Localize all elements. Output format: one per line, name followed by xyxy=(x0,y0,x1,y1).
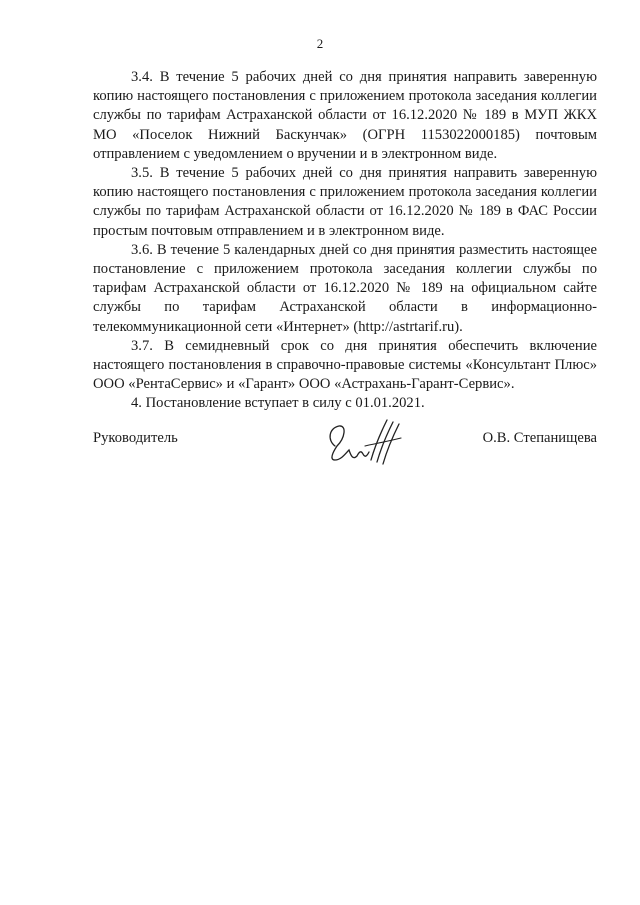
paragraph-4: 4. Постановление вступает в силу с 01.01.2021. xyxy=(131,395,425,412)
handwritten-signature xyxy=(321,416,411,472)
paragraph-3-4: 3.4. В течение 5 рабочих дней со дня принятия направить заверенную копию настоящего постановления с приложением протокола заседания коллегии службы по тарифам Астраханской области от 16.12.2020 № 189 в МУП ЖКХ МО «Поселок Нижний Баскунчак» (ОГРН 1153022000185) почтовым отправлением с уведомлением о вручении и в электронном виде. xyxy=(93,69,597,162)
signature-block xyxy=(93,422,597,472)
paragraph-3-7: 3.7. В семидневный срок со дня принятия обеспечить включение настоящего постановления в справочно-правовые системы «Консультант Плюс» ООО «РентаСервис» и «Гарант» ООО «Астрахань-Гарант-Сервис». xyxy=(93,337,597,393)
document-body xyxy=(93,68,597,414)
paragraph-3-5: 3.5. В течение 5 рабочих дней со дня принятия направить заверенную копию настоящего постановления с приложением протокола заседания коллегии службы по тарифам Астраханской области от 16.12.2020 № 189 в ФАС России простым почтовым отправлением и в электронном виде. xyxy=(93,165,597,239)
paragraph-3-6: 3.6. В течение 5 календарных дней со дня принятия разместить настоящее постановление с приложением протокола заседания коллегии службы по тарифам Астраханской области от 16.12.2020 № 189 на официальном сайте службы по тарифам Астраханской области в информационно-телекоммуникационной сети «Интернет» (http://astrtarif.ru). xyxy=(93,241,597,335)
signatory-name: О.В. Степанищева xyxy=(482,430,597,446)
page-number: 2 xyxy=(316,36,324,51)
signatory-title: Руководитель xyxy=(93,430,178,446)
